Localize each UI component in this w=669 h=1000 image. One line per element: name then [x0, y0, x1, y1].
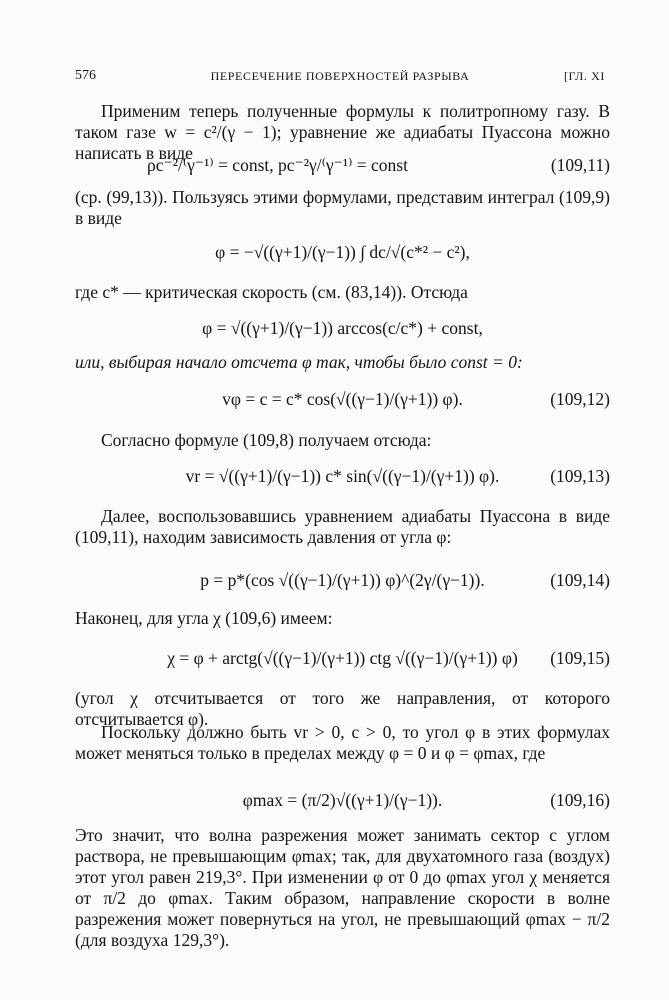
equation-integral — [75, 232, 610, 278]
paragraph-10: Это значит, что волна разрежения может занимать сектор с углом раствора, не превышающим φmax; так, для двухатомного газа (воздух) этот угол равен 219,3°. При изменении φ от 0 до φmax угол χ меняется от π/2 до φmax. Таким образом, направление скорости в волне разрежения может повернуться на угол, не превышающий φmax − π/2 (для воздуха 129,3°). — [75, 825, 610, 950]
equation-body: vr = √((γ+1)/(γ−1)) c* sin(√((γ−1)/(γ+1)) φ). — [185, 466, 500, 486]
paragraph-8: (угол χ отсчитывается от того же направления, от которого отсчитывается φ). — [75, 688, 610, 729]
paragraph-9: Поскольку должно быть vr > 0, c > 0, то угол φ в этих формулах может меняться только в пределах между φ = 0 и φ = φmax, где — [75, 722, 610, 763]
equation-109-13 — [75, 460, 610, 496]
equation-body: vφ = c = c* cos(√((γ−1)/(γ+1)) φ). — [222, 389, 463, 409]
paragraph-6: Далее, воспользовавшись уравнением адиабаты Пуассона в виде (109,11), находим зависимость давления от угла φ: — [75, 506, 610, 547]
equation-109-14 — [75, 560, 610, 602]
paragraph-5: Согласно формуле (109,8) получаем отсюда: — [101, 430, 432, 450]
equation-body: χ = φ + arctg(√((γ−1)/(γ+1)) ctg √((γ−1)/(γ+1)) φ) — [167, 648, 518, 668]
equation-109-15 — [75, 638, 610, 680]
equation-body: φ = √((γ+1)/(γ−1)) arccos(c/c*) + const, — [202, 318, 483, 338]
equation-body: p = p*(cos √((γ−1)/(γ+1)) φ)^(2γ/(γ−1)). — [200, 570, 485, 590]
equation-body: φ = −√((γ+1)/(γ−1)) ∫ dc/√(c*² − c²), — [215, 242, 470, 262]
paragraph-3: где c* — критическая скорость (см. (83,14)). Отсюда — [75, 282, 468, 302]
equation-body: ρc⁻²/⁽γ⁻¹⁾ = const, pc⁻²γ/⁽γ⁻¹⁾ = const — [147, 155, 408, 175]
paragraph-4: или, выбирая начало отсчета φ так, чтобы было const = 0: — [75, 352, 523, 372]
paragraph-7: Наконец, для угла χ (109,6) имеем: — [75, 608, 333, 628]
running-header — [75, 68, 605, 88]
equation-number: (109,14) — [550, 570, 610, 590]
equation-number: (109,13) — [550, 466, 610, 486]
equation-109-16 — [75, 782, 610, 820]
chapter-label: [ГЛ. XI — [563, 69, 605, 83]
equation-body: φmax = (π/2)√((γ+1)/(γ−1)). — [242, 790, 443, 810]
equation-number: (109,12) — [550, 389, 610, 409]
paragraph-1: Применим теперь полученные формулы к политропному газу. В таком газе w = c²/(γ − 1); уравнение же адиабаты Пуассона можно написать в виде — [75, 101, 610, 163]
equation-number: (109,15) — [550, 648, 610, 668]
equation-number: (109,16) — [550, 790, 610, 810]
equation-109-12 — [75, 383, 610, 419]
paragraph-2: (ср. (99,13)). Пользуясь этими формулами, представим интеграл (109,9) в виде — [75, 187, 610, 228]
page-number: 576 — [75, 68, 96, 83]
equation-number: (109,11) — [550, 155, 610, 175]
equation-arccos — [75, 312, 610, 346]
running-title: ПЕРЕСЕЧЕНИЕ ПОВЕРХНОСТЕЙ РАЗРЫВА — [210, 69, 470, 83]
